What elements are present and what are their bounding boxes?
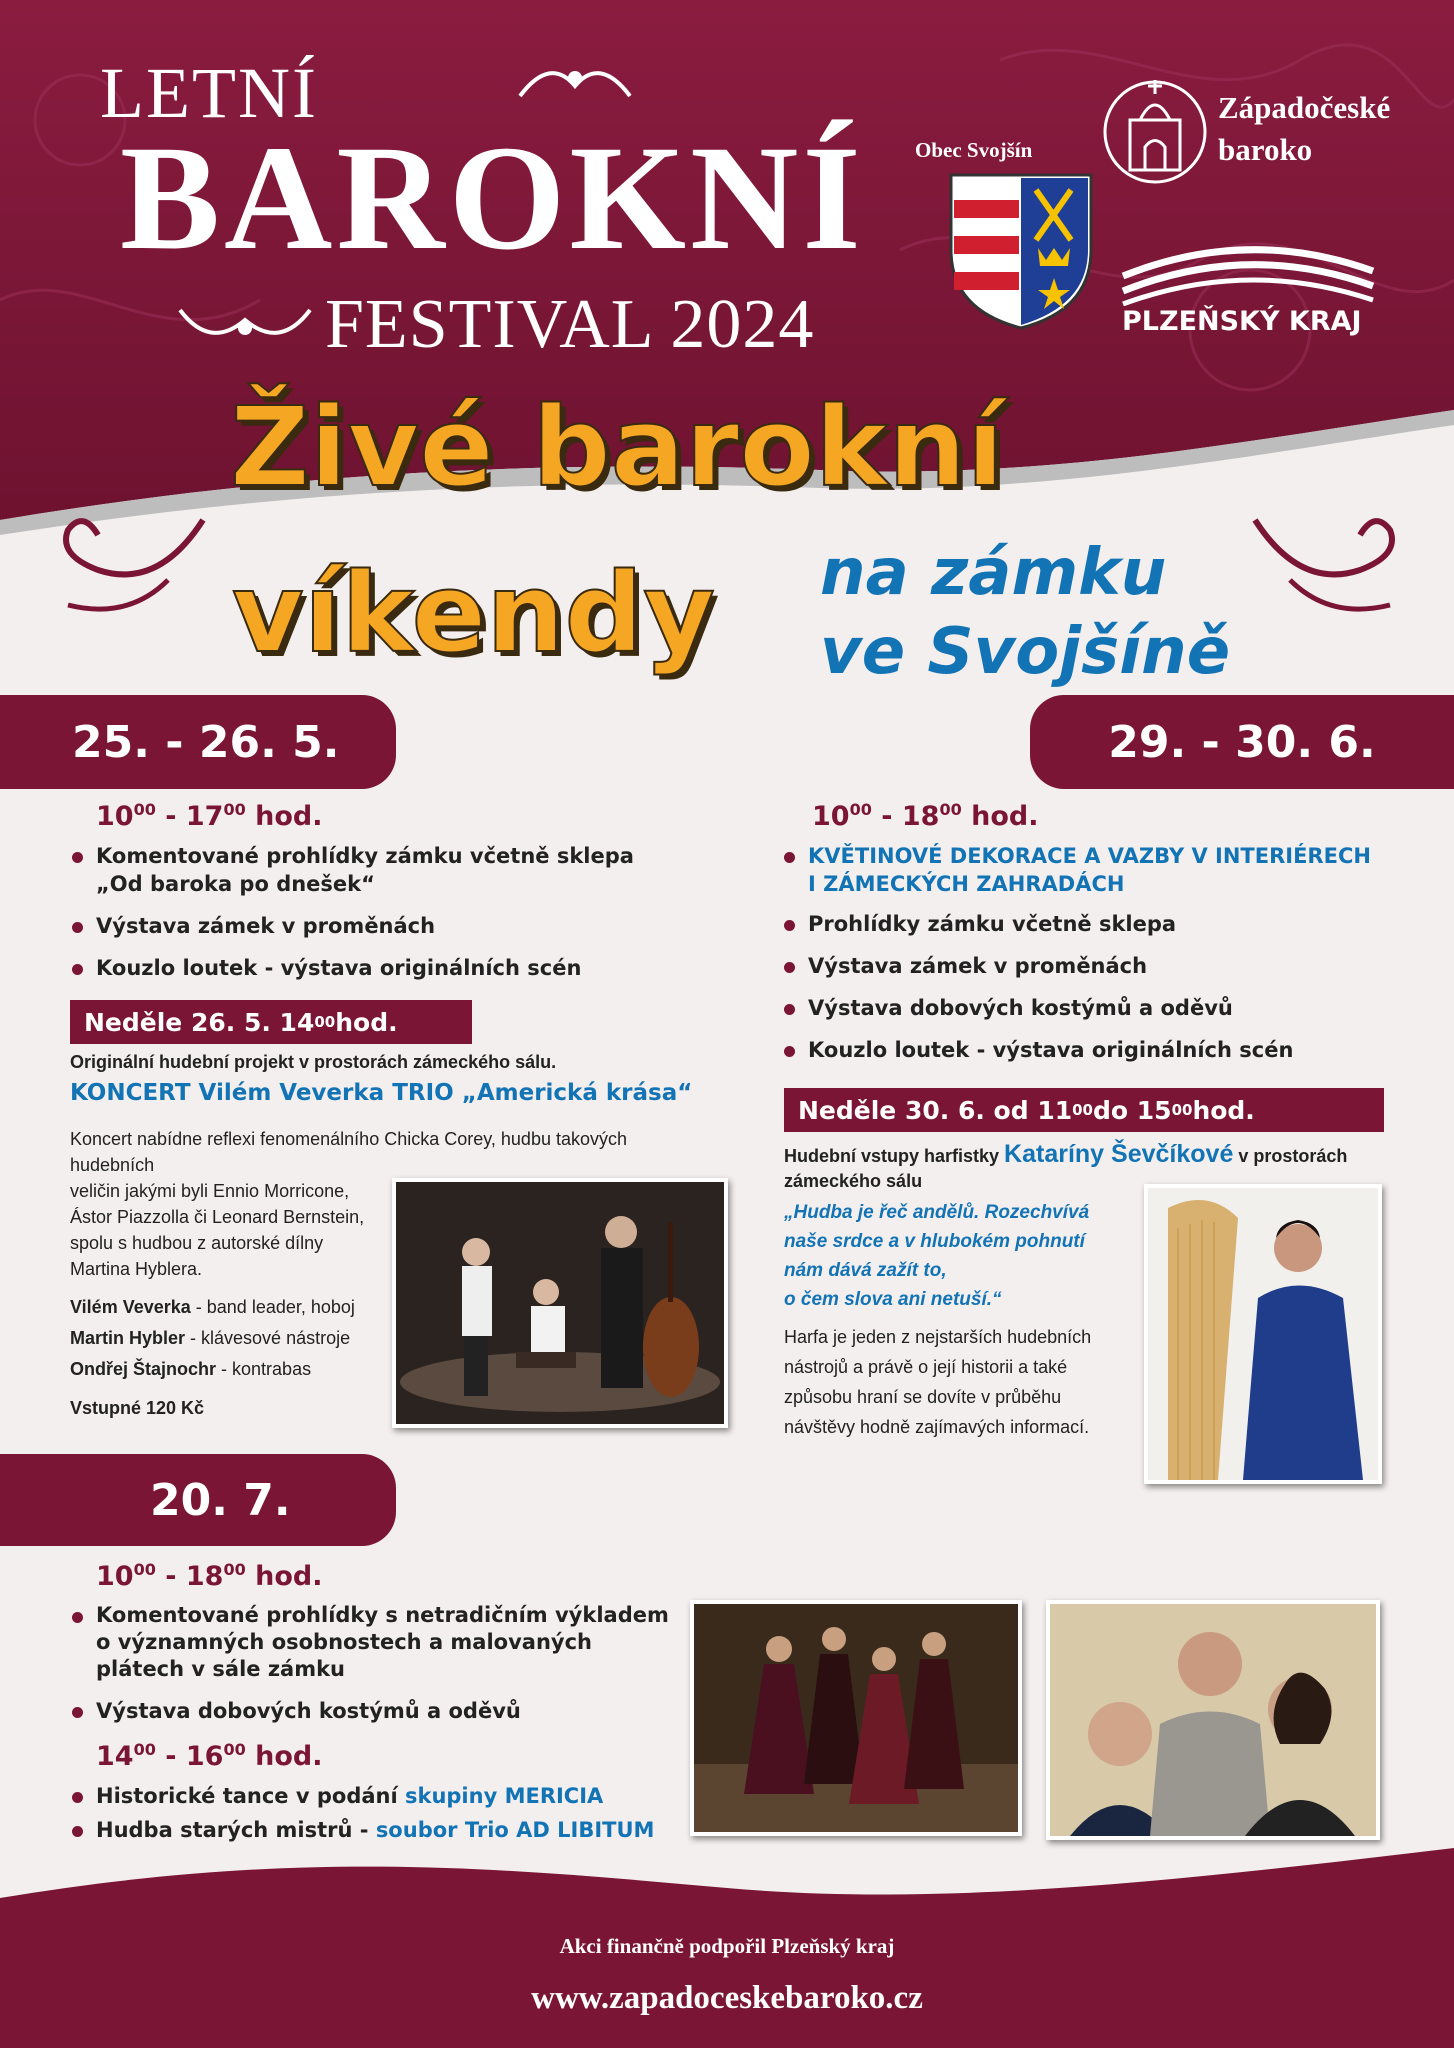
weekend1-performers xyxy=(70,1292,355,1385)
headline-line1: Živé barokní xyxy=(230,383,1005,511)
ornament-top-icon xyxy=(510,56,640,106)
weekend1-program-list xyxy=(70,842,670,996)
municipality-name: Obec Svojšín xyxy=(915,138,1033,162)
harpist-photo xyxy=(1144,1184,1382,1484)
weekend2-description: Harfa je jeden z nejstarších hudebních nástrojů a právě o její historii a také způsobu hraní se dovíte v průběhu návštěvy hodně zajímavých informací. xyxy=(784,1327,1092,1437)
festival-title-line3: FESTIVAL 2024 xyxy=(325,286,815,363)
list-item: Historické tance v podání skupiny MERICIA xyxy=(70,1782,710,1810)
trio-ad-libitum-photo xyxy=(1046,1600,1380,1840)
list-item: Výstava dobových kostýmů a oděvů xyxy=(70,1697,670,1725)
list-item: Hudba starých mistrů - soubor Trio AD LIBITUM xyxy=(70,1816,710,1844)
weekend1-event-title: KONCERT Vilém Veverka TRIO „Americká krása“ xyxy=(70,1080,693,1106)
coat-of-arms-icon xyxy=(946,170,1096,330)
headline-sub2: ve Svojšíně xyxy=(820,615,1231,689)
headline-sub1: na zámku xyxy=(820,536,1167,610)
ornament-left-icon xyxy=(38,510,208,630)
weekend1-event-bar: Neděle 26. 5. 14 00 hod. xyxy=(70,1000,472,1044)
performer: Martin Hybler - klávesové nástroje xyxy=(70,1328,351,1348)
performer: Vilém Veverka - band leader, hoboj xyxy=(70,1297,355,1317)
weekend2-event-bar: Neděle 30. 6. od 11 00 do 15 00 hod. xyxy=(784,1088,1384,1132)
weekend1-hours: $10^{00} - 17^{00}$ hod. xyxy=(96,800,323,832)
plzensky-kraj-logo-icon xyxy=(1118,236,1378,306)
zapadoceske-baroko-logo-icon xyxy=(1100,72,1210,187)
list-item: Kouzlo loutek - výstava originálních scén xyxy=(782,1036,1372,1064)
weekend2-event-intro: Hudební vstupy harfistky Kataríny Ševčíkové v prostorách zámeckého sálu xyxy=(784,1140,1348,1191)
weekend1-event-intro: Originální hudební projekt v prostorách zámeckého sálu. xyxy=(70,1052,557,1072)
weekend3-program-list xyxy=(70,1602,670,1739)
list-item: Komentované prohlídky s netradičním výkladem o významných osobnostech a malovaných plátech v sále zámku xyxy=(70,1602,670,1683)
footer-support-text: Akci finančně podpořil Plzeňský kraj xyxy=(559,1934,895,1958)
weekend3-hours-afternoon: $14^{00} - 16^{00}$ hod. xyxy=(96,1740,323,1772)
list-item-highlight: KVĚTINOVÉ DEKORACE A VAZBY V INTERIÉRECH I ZÁMECKÝCH ZAHRADÁCH xyxy=(782,842,1372,898)
list-item: Prohlídky zámku včetně sklepa xyxy=(782,910,1372,938)
logo-line2: baroko xyxy=(1218,132,1313,167)
weekend3-afternoon-list xyxy=(70,1782,710,1858)
performer: Ondřej Štajnochr - kontrabas xyxy=(70,1359,312,1379)
ornament-right-icon xyxy=(1250,510,1420,630)
list-item: Výstava zámek v proměnách xyxy=(782,952,1372,980)
weekend2-hours: $10^{00} - 18^{00}$ hod. xyxy=(812,800,1039,832)
date-tab-weekend2: 29. - 30. 6. xyxy=(1030,695,1454,789)
list-item: Kouzlo loutek - výstava originálních scén xyxy=(70,954,670,982)
weekend3-hours: $10^{00} - 18^{00}$ hod. xyxy=(96,1560,323,1592)
festival-title-line2: BAROKNÍ xyxy=(120,115,865,281)
logo-line1: Západočeské xyxy=(1218,90,1391,125)
weekend2-quote: „Hudba je řeč andělů. Rozechvívá naše srdce a v hlubokém pohnutí nám dává zažít to, o čem slova ani netuší.“ xyxy=(784,1202,1090,1310)
trio-photo xyxy=(392,1178,728,1428)
list-item: Komentované prohlídky zámku včetně sklepa „Od baroka po dnešek“ xyxy=(70,842,670,898)
date-tab-weekend3: 20. 7. xyxy=(0,1454,396,1546)
mericia-dancers-photo xyxy=(690,1600,1022,1836)
region-name: PLZEŇSKÝ KRAJ xyxy=(1122,306,1362,337)
weekend1-event-description: Koncert nabídne reflexi fenomenálního Chicka Corey, hudbu takových hudebních veličin jakými byli Ennio Morricone, Ástor Piazzolla či Leonard Bernstein, spolu s hudbou z autorské dílny Martina Hyblera. xyxy=(70,1129,627,1279)
headline-line2: víkendy xyxy=(232,549,715,677)
weekend1-admission: Vstupné 120 Kč xyxy=(70,1398,205,1418)
list-item: Výstava dobových kostýmů a oděvů xyxy=(782,994,1372,1022)
weekend2-program-list xyxy=(782,842,1372,1078)
ornament-bottom-icon xyxy=(170,300,320,350)
date-tab-weekend1: 25. - 26. 5. xyxy=(0,695,396,789)
list-item: Výstava zámek v proměnách xyxy=(70,912,670,940)
footer-website-link[interactable]: www.zapadoceskebaroko.cz xyxy=(531,1980,923,2016)
festival-title-line1: LETNÍ xyxy=(100,53,318,133)
